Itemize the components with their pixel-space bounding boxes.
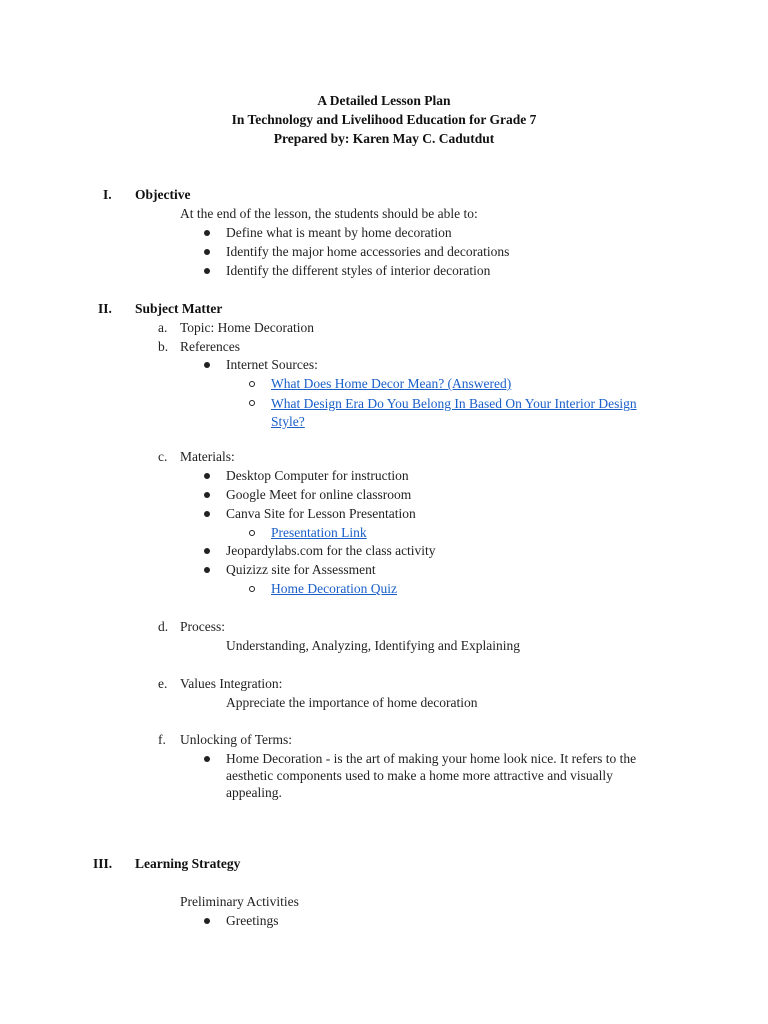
material-item: Jeopardylabs.com for the class activity bbox=[226, 543, 436, 558]
bullet-icon bbox=[204, 918, 210, 924]
section-heading-objective: Objective bbox=[135, 187, 191, 202]
material-item: Quizizz site for Assessment bbox=[226, 562, 376, 577]
objective-intro: At the end of the lesson, the students should be able to: bbox=[180, 206, 478, 221]
circle-bullet-icon bbox=[249, 400, 255, 406]
bullet-icon bbox=[204, 511, 210, 517]
references-label: References bbox=[180, 339, 240, 354]
preliminary-activities-label: Preliminary Activities bbox=[180, 894, 299, 909]
bullet-icon bbox=[204, 268, 210, 274]
bullet-icon bbox=[204, 249, 210, 255]
bullet-icon bbox=[204, 473, 210, 479]
bullet-icon bbox=[204, 756, 210, 762]
materials-label: Materials: bbox=[180, 449, 235, 464]
term-definition: Home Decoration - is the art of making your home look nice. It refers to the bbox=[226, 751, 637, 766]
list-letter: f. bbox=[158, 732, 166, 747]
circle-bullet-icon bbox=[249, 586, 255, 592]
list-letter: d. bbox=[158, 619, 169, 634]
section-numeral-learning-strategy: III. bbox=[93, 856, 113, 871]
objective-item: Define what is meant by home decoration bbox=[226, 225, 452, 240]
bullet-icon bbox=[204, 492, 210, 498]
list-letter: e. bbox=[158, 676, 168, 691]
reference-link-home-decor[interactable]: What Does Home Decor Mean? (Answered) bbox=[271, 376, 512, 391]
internet-sources-label: Internet Sources: bbox=[226, 357, 318, 372]
objective-item: Identify the different styles of interior decoration bbox=[226, 263, 491, 278]
unlocking-label: Unlocking of Terms: bbox=[180, 732, 293, 747]
bullet-icon bbox=[204, 362, 210, 368]
bullet-icon bbox=[204, 230, 210, 236]
list-letter: b. bbox=[158, 339, 169, 354]
section-heading-subject-matter: Subject Matter bbox=[135, 301, 223, 316]
circle-bullet-icon bbox=[249, 530, 255, 536]
topic-text: Topic: Home Decoration bbox=[180, 320, 315, 335]
section-numeral-subject-matter: II. bbox=[98, 301, 112, 316]
circle-bullet-icon bbox=[249, 381, 255, 387]
term-definition: appealing. bbox=[226, 785, 282, 800]
values-detail: Appreciate the importance of home decoration bbox=[226, 695, 478, 710]
reference-link-design-era[interactable]: What Design Era Do You Belong In Based On Your Interior Design bbox=[271, 396, 637, 411]
document-title: A Detailed Lesson Plan bbox=[317, 93, 451, 108]
process-detail: Understanding, Analyzing, Identifying and Explaining bbox=[226, 638, 520, 653]
material-item: Google Meet for online classroom bbox=[226, 487, 412, 502]
process-label: Process: bbox=[180, 619, 225, 634]
term-definition: aesthetic components used to make a home more attractive and visually bbox=[226, 768, 613, 783]
activity-item: Greetings bbox=[226, 913, 279, 928]
reference-link-design-era-cont[interactable]: Style? bbox=[271, 414, 305, 429]
list-letter: c. bbox=[158, 449, 168, 464]
section-numeral-objective: I. bbox=[103, 187, 112, 202]
presentation-link[interactable]: Presentation Link bbox=[271, 525, 367, 540]
objective-item: Identify the major home accessories and decorations bbox=[226, 244, 510, 259]
list-letter: a. bbox=[158, 320, 168, 335]
prepared-by: Prepared by: Karen May C. Cadutdut bbox=[273, 131, 495, 146]
bullet-icon bbox=[204, 548, 210, 554]
values-label: Values Integration: bbox=[180, 676, 283, 691]
document-subtitle: In Technology and Livelihood Education for Grade 7 bbox=[231, 112, 537, 127]
material-item: Canva Site for Lesson Presentation bbox=[226, 506, 416, 521]
bullet-icon bbox=[204, 567, 210, 573]
material-item: Desktop Computer for instruction bbox=[226, 468, 409, 483]
section-heading-learning-strategy: Learning Strategy bbox=[135, 856, 241, 871]
quiz-link[interactable]: Home Decoration Quiz bbox=[271, 581, 397, 596]
